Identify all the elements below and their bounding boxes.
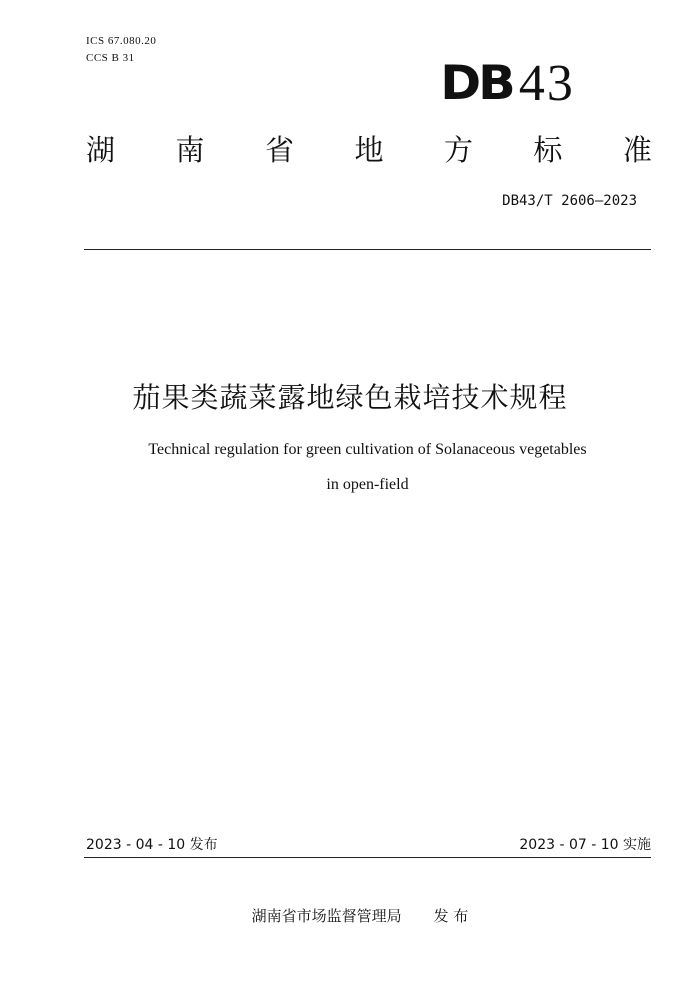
standard-type-char: 湖 (86, 133, 116, 167)
document-title-english-line2: in open-field (326, 476, 409, 493)
db-logo-number: 43 (518, 55, 575, 112)
standard-type-char: 准 (622, 133, 652, 167)
issuer-action: 发 布 (433, 907, 469, 925)
standard-type-char: 南 (175, 133, 205, 167)
issue-date: 2023 - 04 - 10 发布 (86, 837, 218, 853)
ccs-code: CCS B 31 (86, 52, 135, 64)
db-logo-prefix: DB (440, 56, 513, 111)
top-divider (84, 249, 651, 250)
standard-type-char: 省 (264, 133, 294, 167)
classification-codes (86, 33, 156, 67)
standard-number: DB43/T 2606—2023 (502, 193, 637, 209)
issuer-name: 湖南省市场监督管理局 (251, 907, 402, 925)
standard-type-char: 标 (533, 133, 563, 167)
standard-type-char: 方 (443, 133, 473, 167)
ics-code: ICS 67.080.20 (86, 35, 157, 47)
db-logo (440, 55, 575, 112)
implementation-date: 2023 - 07 - 10 实施 (519, 837, 651, 853)
issuer-block (0, 905, 700, 927)
document-title-chinese: 茄果类蔬菜露地绿色栽培技术规程 (132, 381, 568, 414)
standard-type-title (86, 132, 652, 168)
standard-type-char: 地 (354, 133, 384, 167)
bottom-divider (84, 857, 651, 858)
document-title-english-line1: Technical regulation for green cultivation of Solanaceous vegetables (148, 441, 587, 458)
